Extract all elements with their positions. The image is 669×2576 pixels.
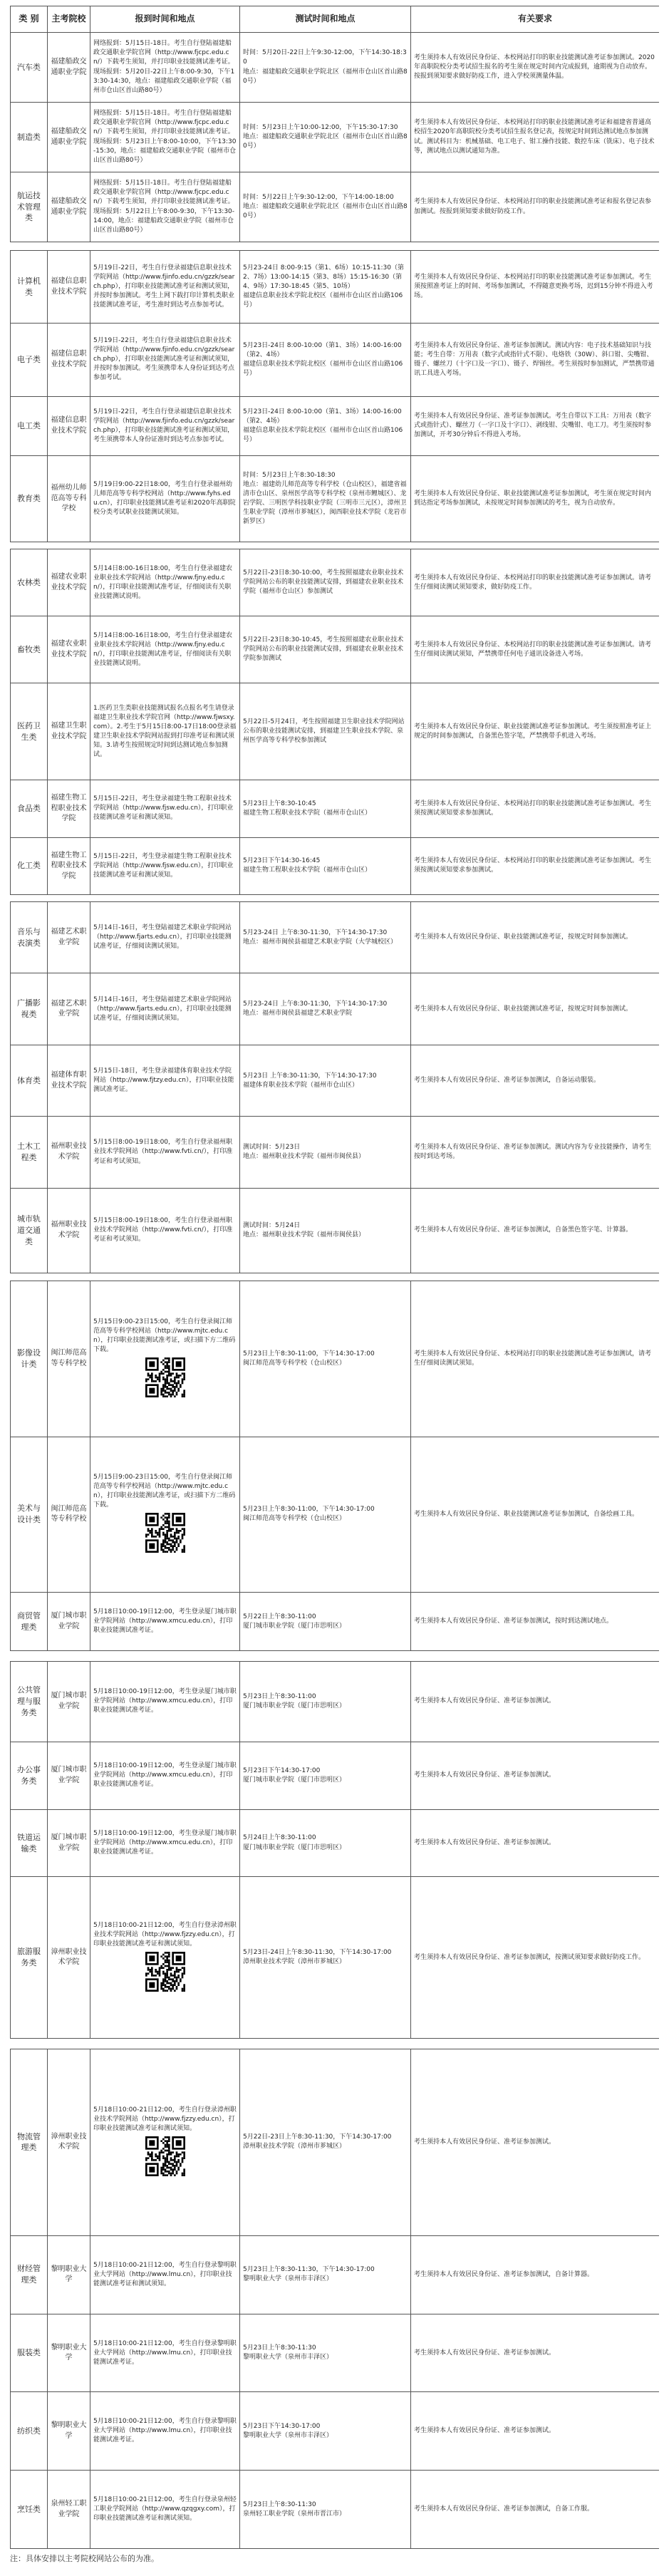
school-cell: 福建信息职业技术学院 xyxy=(48,396,90,456)
register-cell xyxy=(90,103,240,172)
table-row xyxy=(11,1742,660,1809)
school-cell: 福建艺术职业学院 xyxy=(48,973,90,1045)
category-cell: 电子类 xyxy=(11,324,48,396)
category-cell: 汽车类 xyxy=(11,33,48,103)
exam-cell: 时间：5月23日上午10:00-12:00，下午15:30-17:30 地点：福建船政交通职业学院北区（福州市仓山区首山路80号） xyxy=(240,103,411,172)
qr-code xyxy=(145,1952,185,1992)
register-cell xyxy=(90,324,240,396)
schedule-table-block xyxy=(10,250,659,542)
category-cell: 物流管理类 xyxy=(11,2049,48,2236)
category-cell: 航运技术管理类 xyxy=(11,172,48,242)
table-row xyxy=(11,1045,660,1116)
exam-cell: 5月22日-23日8:30-10:45，考生按照福建农业职业技术学院网站公布的职业技能测试安排，到福建农业职业技术学院参加测试 xyxy=(240,616,411,683)
table-row xyxy=(11,1117,660,1188)
register-text: 5月15日8:00-19日18:00，考生自行登录福州职业技术学院网站（http://www.fvti.cn/），打印准考证和考试须知。 xyxy=(93,1217,233,1243)
schedule-table xyxy=(10,2049,659,2549)
register-cell xyxy=(90,837,240,894)
school-cell: 福建体育职业技术学院 xyxy=(48,1045,90,1116)
category-cell: 商贸管理类 xyxy=(11,1593,48,1651)
school-cell: 福建农业职业技术学院 xyxy=(48,549,90,616)
table-row xyxy=(11,902,660,973)
requirements-cell: 考生须持本人有效居民身份证、本校网站打印的职业技能测试准考证和报名登记表参加测试。按报到须知要求做好防疫工作。 xyxy=(411,172,660,242)
register-text: 5月18日10:00-21日12:00，考生自行登录黎明职业大学网站（http://www.lmu.cn），打印职业技能测试准考证。 xyxy=(93,2418,237,2444)
register-cell xyxy=(90,1742,240,1809)
requirements-cell: 考生须持本人有效居民身份证、本校网站打印的职业技能测试准考证参加测试。请考生仔细阅读测试须知要求，做好防疫工作。 xyxy=(411,549,660,616)
register-text: 5月18日10:00-21日12:00，考生自行登录黎明职业大学网站（http://www.lmu.cn），打印职业技能测试准考证。 xyxy=(93,2339,237,2366)
exam-cell: 5月23日上午8:30-11:30 泉州轻工职业学院（泉州市晋江市） xyxy=(240,2471,411,2549)
table-row xyxy=(11,1437,660,1593)
requirements-cell: 考生须持本人有效居民身份证、职业技能测试准考证参加测试，考生须在规定时间内到达指定考场参加测试，未按规定时间参加测试的考生，视为自动放弃。 xyxy=(411,456,660,542)
register-cell xyxy=(90,456,240,542)
requirements-cell: 考生须持本人有效居民身份证、准考证参加测试。 xyxy=(411,2049,660,2236)
school-cell: 福建船政交通职业学院 xyxy=(48,172,90,242)
register-text: 5月19日-22日，考生自行登录福建信息职业技术学院网站（http://www.fjinfo.edu.cn/gzzk/search.php），打印职业技能测试准考证和测试须知，并按时参加测试。考生须携带本人身份证到达考点参加考试。 xyxy=(93,337,235,382)
category-cell: 公共管理与服务类 xyxy=(11,1662,48,1742)
requirements-cell: 考生须持本人有效居民身份证、准考证参加测试。测试内容为专业技能操作，请考生按时到达考场。 xyxy=(411,1117,660,1188)
schedule-table xyxy=(10,1281,659,1651)
category-cell: 美术与设计类 xyxy=(11,1437,48,1593)
requirements-cell: 考生须持本人有效居民身份证、准考证参加测试，自备黑色签字笔、计算器。 xyxy=(411,1188,660,1273)
register-cell xyxy=(90,1809,240,1877)
qr-code-icon xyxy=(145,2136,185,2176)
exam-cell: 5月22日-5月24日，考生按照福建卫生职业技术学院网站公布的职业技能测试安排，到福建卫生职业技术学院、泉州医学高等专科学校参加测试 xyxy=(240,683,411,780)
requirements-cell: 考生须持本人有效居民身份证、准考证参加测试，自备计算器。 xyxy=(411,2235,660,2314)
register-text: 网络报到：5月15日-18日。考生自行登陆福建船政交通职业学院官网（http://www.fjcpc.edu.cn/）下载考生须知，并打印职业技能测试准考证。现场报到：5月22日上午8:00-9:30，下午13:30-14:00，地点：福建船政交通职业学院（福州市仓山区首山路80号） xyxy=(93,180,235,234)
register-text: 网络报到：5月15日-18日。考生自行登陆福建船政交通职业学院官网（http://www.fjcpc.edu.cn/）下载考生须知，并打印职业技能测试准考证。现场报到：5月23日上午8:00-10:00，下午13:30-15:30，地点：福建船政交通职业学院（福州市仓山区首山路80号） xyxy=(93,110,237,164)
qr-code xyxy=(145,2136,185,2176)
school-cell: 福建农业职业技术学院 xyxy=(48,616,90,683)
register-cell xyxy=(90,1437,240,1593)
exam-cell: 测试时间：5月24日 地点：福州职业技术学院（福州市闽侯县） xyxy=(240,1188,411,1273)
table-row xyxy=(11,2392,660,2471)
exam-cell: 5月23日-24日 8:00-10:00（第1、3场）14:00-16:00（第2、4场） 福建信息职业技术学院北校区（福州市仓山区首山路106号） xyxy=(240,324,411,396)
register-text: 5月14日-16日，考生登陆福建艺术职业学院网站（http://www.fjarts.edu.cn），打印职业技能测试准考证，仔细阅读测试须知。 xyxy=(93,995,232,1022)
qr-code-icon xyxy=(145,1513,185,1553)
school-cell: 漳州职业技术学院 xyxy=(48,2049,90,2236)
exam-cell: 5月23日-24日 8:00-10:00（第1、3场）14:00-16:00（第2、4场） 福建信息职业技术学院北校区（福州市仓山区首山路106号） xyxy=(240,396,411,456)
table-row xyxy=(11,172,660,242)
register-text: 5月18日10:00-21日12:00，考生自行登录漳州职业技术学院网站（http://www.fjzzy.edu.cn），打印职业技能测试准考证和测试须知。 xyxy=(93,2106,237,2133)
exam-cell: 5月22日-23日8:30-10:00，考生按照福建农业职业技术学院网站公布的职业技能测试安排，到福建农业职业技术学院（福州市仓山区）参加测试 xyxy=(240,549,411,616)
school-cell: 厦门城市职业学院 xyxy=(48,1662,90,1742)
schedule-table-block xyxy=(10,901,659,1273)
table-row xyxy=(11,973,660,1045)
category-cell: 制造类 xyxy=(11,103,48,172)
register-text: 5月18日10:00-19日12:00，考生登录厦门城市职业学院网站（http://www.xmcu.edu.cn），打印职业技能测试准考证。 xyxy=(93,1688,237,1714)
requirements-cell: 考生须持本人有效居民身份证、职业技能测试准考证参加测试。考生须按照准考证上规定的时间参加测试，自备黑色签字笔，严禁携带手机进入考场。 xyxy=(411,683,660,780)
register-cell xyxy=(90,902,240,973)
requirements-cell: 考生须持本人有效居民身份证、本校网站打印的职业技能测试准考证参加测试。2020年高职院校分类考试招生报名的考生须在规定时间内完成报到，逾期视为自动放弃。按报到须知要求做好防疫工作，进入学校须测量体温。 xyxy=(411,33,660,103)
register-text: 5月15日9:00-23日15:00，考生自行登录闽江师范高等专科学校网站（http://www.mjtc.edu.cn），打印职业技能测试准考证，或扫描下方二维码下载。 xyxy=(93,1318,236,1353)
table-row xyxy=(11,549,660,616)
table-row xyxy=(11,837,660,894)
school-cell: 福州幼儿师范高等专科学校 xyxy=(48,456,90,542)
register-text: 5月14日8:00-16日18:00，考生自行登录福建农业职业技术学院网站（http://www.fjny.edu.cn/），打印职业技能测试准考证，仔细阅读有关职业技能测试说明。 xyxy=(93,564,233,600)
schedule-table-block xyxy=(10,549,659,895)
requirements-cell: 考生须持本人有效居民身份证、准考证参加测试。 xyxy=(411,1662,660,1742)
category-cell: 教育类 xyxy=(11,456,48,542)
schedule-table xyxy=(10,901,659,1273)
table-row xyxy=(11,251,660,324)
exam-cell: 测试时间：5月23日 地点：福州职业技术学院（福州市闽侯县） xyxy=(240,1117,411,1188)
exam-cell: 5月23日上午8:30-10:45 福建生物工程职业技术学院（福州市仓山区） xyxy=(240,780,411,837)
register-cell xyxy=(90,683,240,780)
requirements-cell: 考生须持本人有效居民身份证、本校网站打印的职业技能测试准考证和福建省普通高校招生2020年高职院校分类考试招生报名登记表，按规定时间到达测试地点参加测试。测试科目为：机械基础、电工电子、钳工操作技能、数控车床（铣床）、电子技术等，测试地点以测试通知为准。 xyxy=(411,103,660,172)
register-text: 5月15日-18日，考生登录福建体育职业技术学院网站（http://www.fjtzy.edu.cn），打印职业技能测试准考证。 xyxy=(93,1067,234,1094)
school-cell: 福建卫生职业技术学院 xyxy=(48,683,90,780)
qr-code-icon xyxy=(145,1952,185,1992)
school-cell: 福州职业技术学院 xyxy=(48,1117,90,1188)
register-text: 5月15日-22日，考生登录福建生物工程职业技术学院网站（http://www.fjsw.edu.cn），打印职业技能测试准考证和测试须知。 xyxy=(93,852,234,879)
qr-code-icon xyxy=(145,1357,185,1397)
school-cell: 黎明职业大学 xyxy=(48,2314,90,2392)
register-cell xyxy=(90,1117,240,1188)
requirements-cell: 考生须持本人有效居民身份证、准考证参加测试。测试内容：电子技术基础知识与技能；考生自带：万用表（数字式或指针式不限）、电烙铁（30W）、斜口钳、尖嘴钳、镊子、螺丝刀（十字口及一字口）、镊子、焊锡丝。考生须按时参加测试，严禁携带通讯工具进入考场。 xyxy=(411,324,660,396)
schedule-table xyxy=(10,1661,659,2039)
school-cell: 福建船政交通职业学院 xyxy=(48,33,90,103)
requirements-cell: 考生须持本人有效居民身份证、准考证参加测试。 xyxy=(411,1809,660,1877)
register-cell xyxy=(90,973,240,1045)
table-row xyxy=(11,1877,660,2039)
requirements-cell: 考生须持本人有效居民身份证、职业技能测试准考证参加测试，自备绘画工具。 xyxy=(411,1437,660,1593)
register-text: 5月19日-22日，考生自行登录福建信息职业技术学院网站（http://www.fjinfo.edu.cn/gzzk/search.php），打印职业技能测试准考证和测试须知，并按时参加测试。考生上网下载打印计算机类职业技能测试准考证，考生准时到达考点参加考试。 xyxy=(93,264,235,309)
school-cell: 福建船政交通职业学院 xyxy=(48,103,90,172)
school-cell: 福建生物工程职业技术学院 xyxy=(48,780,90,837)
exam-cell: 5月22日上午8:30-11:00 厦门城市职业学院（厦门市思明区） xyxy=(240,1593,411,1651)
exam-cell: 5月23日上午8:30-11:00 厦门城市职业学院（厦门市思明区） xyxy=(240,1662,411,1742)
category-cell: 服装类 xyxy=(11,2314,48,2392)
register-text: 网络报到：5月15日-18日。考生自行登陆福建船政交通职业学院官网（http://www.fjcpc.edu.cn/）下载考生须知，并打印职业技能测试准考证。现场报到：5月20日-22日上午8:00-9:30，下午13:30-14:30，地点：福建船政交通职业学院（福州市仓山区首山路80号） xyxy=(93,40,235,94)
register-text: 5月18日10:00-19日12:00，考生登录厦门城市职业学院网站（http://www.xmcu.edu.cn），打印职业技能测试准考证。 xyxy=(93,1829,237,1856)
register-cell xyxy=(90,1188,240,1273)
register-text: 5月18日10:00-21日12:00，考生自行登录泉州轻工职业学院网站（http://www.qzqgxy.com），打印职业技能测试准考证和测试须知。 xyxy=(93,2496,237,2523)
table-row xyxy=(11,456,660,542)
header-exam: 测试时间和地点 xyxy=(240,6,411,33)
register-text: 5月14日8:00-16日18:00，考生自行登录福建农业职业技术学院网站（http://www.fjny.edu.cn/），打印职业技能测试准考证，仔细阅读有关职业技能测试说明。 xyxy=(93,631,233,667)
schedule-table xyxy=(10,6,659,242)
register-cell xyxy=(90,2314,240,2392)
register-text: 5月15日9:00-23日15:00，考生自行登录闽江师范高等专科学校网站（http://www.mjtc.edu.cn），打印职业技能测试准考证，或扫描下方二维码下载。 xyxy=(93,1474,236,1509)
category-cell: 烹饪类 xyxy=(11,2471,48,2549)
register-cell xyxy=(90,251,240,324)
category-cell: 音乐与表演类 xyxy=(11,902,48,973)
table-row xyxy=(11,1593,660,1651)
register-cell xyxy=(90,1045,240,1116)
register-text: 1.医药卫生类职业技能测试报名点报名考生请登录福建卫生职业技术学院官网（http://www.fjwsxy.com）。2.考生于5月15日8:00-17日18:00登录福建卫生职业技术学院网站报到打印准考证和测试须知。3.请考生按照规定时间到达测试地点参加测试。 xyxy=(93,704,237,758)
requirements-cell: 考生须持本人有效居民身份证、本校网站打印的职业技能测试准考证参加测试。考生须按测试须知要求参加测试。 xyxy=(411,837,660,894)
category-cell: 城市轨道交通类 xyxy=(11,1188,48,1273)
requirements-cell: 考生须持本人有效居民身份证、准考证参加测试，自备工作服。 xyxy=(411,2471,660,2549)
requirements-cell: 考生须持本人有效居民身份证、本校网站打印的职业技能测试准考证参加测试。考生须按测试须知要求参加测试。 xyxy=(411,780,660,837)
register-text: 5月19日9:00-22日18:00，考生自行登录福州幼儿师范高等专科学校网站（http://www.fyhs.edu.cn），打印职业技能测试准考证和2020年高职院校分类考试职业技能测试须知。 xyxy=(93,481,236,517)
requirements-cell: 考生须持本人有效居民身份证、本校网站打印的职业技能测试准考证参加测试，请考生仔细阅读测试须知。 xyxy=(411,1281,660,1437)
table-row xyxy=(11,2235,660,2314)
school-cell: 福州职业技术学院 xyxy=(48,1188,90,1273)
category-cell: 土木工程类 xyxy=(11,1117,48,1188)
register-cell xyxy=(90,1281,240,1437)
table-row xyxy=(11,1281,660,1437)
table-row xyxy=(11,1809,660,1877)
qr-code xyxy=(145,1357,185,1397)
requirements-cell: 考生须持本人有效居民身份证、职业技能测试准考证，按规定时间参加测试。 xyxy=(411,973,660,1045)
exam-cell: 时间：5月23日上午8:30-18:30 地点：福建幼儿师范高等专科学校（仓山校区），福建省福清市仓山区、泉州医学高等专科学校（泉州市鲤城区）、龙岩学院、三明医学科技职业学院（三明市三元区），漳州卫生职业学院（漳州市芗城区），闽西职业技术学院（龙岩市新罗区） xyxy=(240,456,411,542)
register-cell xyxy=(90,2471,240,2549)
category-cell: 化工类 xyxy=(11,837,48,894)
table-row xyxy=(11,2314,660,2392)
exam-cell: 5月22日-23日上午8:30-11:30，下午14:30-17:00 漳州职业技术学院（漳州市芗城区） xyxy=(240,2049,411,2236)
requirements-cell: 考生须持本人有效居民身份证、准考证参加测试，按时到达测试地点。 xyxy=(411,1593,660,1651)
category-cell: 电工类 xyxy=(11,396,48,456)
register-cell xyxy=(90,1593,240,1651)
header-category: 类 别 xyxy=(11,6,48,33)
register-text: 5月15日8:00-19日18:00，考生自行登录福州职业技术学院网站（http://www.fvti.cn/），打印准考证和考试须知。 xyxy=(93,1139,233,1165)
table-header-row xyxy=(11,6,660,33)
register-cell xyxy=(90,616,240,683)
school-cell: 厦门城市职业学院 xyxy=(48,1809,90,1877)
category-cell: 铁道运输类 xyxy=(11,1809,48,1877)
schedule-table-block xyxy=(10,6,659,242)
school-cell: 黎明职业大学 xyxy=(48,2392,90,2471)
requirements-cell: 考生须持本人有效居民身份证、准考证参加测试。 xyxy=(411,2314,660,2392)
requirements-cell: 考生须持本人有效居民身份证、准考证参加测试。考生自带以下工具：万用表（数字式或指针式）、螺丝刀（一字口及十字口）、剥线钳、尖嘴钳、电工刀。考生须按时参加测试，开考30分钟后不得进入考场。 xyxy=(411,396,660,456)
register-cell xyxy=(90,780,240,837)
exam-cell: 5月23日上午8:30-11:30，下午14:30-17:00 黎明职业大学（泉州市丰泽区） xyxy=(240,2235,411,2314)
table-row xyxy=(11,616,660,683)
exam-cell: 5月24日上午8:30-11:00 厦门城市职业学院（厦门市思明区） xyxy=(240,1809,411,1877)
schedule-table-block xyxy=(10,1281,659,1651)
exam-cell: 5月23日上午8:30-11:30 黎明职业大学（泉州市丰泽区） xyxy=(240,2314,411,2392)
register-cell xyxy=(90,1662,240,1742)
requirements-cell: 考生须持本人有效居民身份证、准考证参加测试，按测试须知要求做好防疫工作。 xyxy=(411,1877,660,2039)
exam-cell: 5月23日下午14:30-17:00 黎明职业大学（泉州市丰泽区） xyxy=(240,2392,411,2471)
exam-cell: 5月23日-24日上午8:30-11:30，下午14:30-17:00 漳州职业技术学院（漳州市芗城区） xyxy=(240,1877,411,2039)
category-cell: 纺织类 xyxy=(11,2392,48,2471)
exam-cell: 时间：5月22日上午9:30-12:00，下午14:00-18:00 地点：福建船政交通职业学院北区（福州市仓山区首山路80号） xyxy=(240,172,411,242)
category-cell: 医药卫生类 xyxy=(11,683,48,780)
exam-cell: 5月23日上午8:30-11:00，下午14:30-17:00 闽江师范高等专科学校（仓山校区） xyxy=(240,1281,411,1437)
requirements-cell: 考生须持本人有效居民身份证、本校网站打印的职业技能测试准考证参加测试。考生须按照准考证上的时间、考场参加测试，不得随意更换考场，迟到15分钟不得进入考场。 xyxy=(411,251,660,324)
school-cell: 黎明职业大学 xyxy=(48,2235,90,2314)
requirements-cell: 考生须持本人有效居民身份证、本校网站打印的职业技能测试准考证参加测试。请考生仔细阅读测试须知，严禁携带任何电子通讯设备进入考场。 xyxy=(411,616,660,683)
table-row xyxy=(11,683,660,780)
register-cell xyxy=(90,1877,240,2039)
exam-cell: 5月23日下午14:30-16:45 福建生物工程职业技术学院（福州市仓山区） xyxy=(240,837,411,894)
table-row xyxy=(11,324,660,396)
requirements-cell: 考生须持本人有效居民身份证、准考证参加测试。 xyxy=(411,1742,660,1809)
table-row xyxy=(11,396,660,456)
schedule-table xyxy=(10,250,659,542)
exam-cell: 5月23日下午14:30-17:00 厦门城市职业学院（厦门市思明区） xyxy=(240,1742,411,1809)
school-cell: 厦门城市职业学院 xyxy=(48,1742,90,1809)
school-cell: 厦门城市职业学院 xyxy=(48,1593,90,1651)
exam-cell: 5月23日 上午8:30-11:30，下午14:30-17:30 福建体育职业技术学院（福州市仓山区） xyxy=(240,1045,411,1116)
header-register: 报到时间和地点 xyxy=(90,6,240,33)
register-text: 5月18日10:00-19日12:00，考生登录厦门城市职业学院网站（http://www.xmcu.edu.cn），打印职业技能测试准考证。 xyxy=(93,1608,237,1635)
register-text: 5月18日10:00-19日12:00，考生登录厦门城市职业学院网站（http://www.xmcu.edu.cn），打印职业技能测试准考证。 xyxy=(93,1762,237,1789)
table-row xyxy=(11,780,660,837)
schedule-table-block xyxy=(10,2049,659,2549)
footnote: 注：具体安排以主考院校网站公布的为准。 xyxy=(10,2554,159,2563)
category-cell: 广播影视类 xyxy=(11,973,48,1045)
schedule-table xyxy=(10,549,659,895)
register-cell xyxy=(90,2392,240,2471)
exam-cell: 5月23-24日 上午8:30-11:30，下午14:30-17:30 地点：福州市闽侯县福建艺术职业学院（大学城校区） xyxy=(240,902,411,973)
school-cell: 福建信息职业技术学院 xyxy=(48,251,90,324)
category-cell: 农林类 xyxy=(11,549,48,616)
school-cell: 福建生物工程职业技术学院 xyxy=(48,837,90,894)
category-cell: 畜牧类 xyxy=(11,616,48,683)
school-cell: 漳州职业技术学院 xyxy=(48,1877,90,2039)
register-cell xyxy=(90,172,240,242)
category-cell: 办公事务类 xyxy=(11,1742,48,1809)
register-cell xyxy=(90,396,240,456)
table-row xyxy=(11,1662,660,1742)
table-row xyxy=(11,103,660,172)
register-text: 5月18日10:00-21日12:00，考生自行登录黎明职业大学网站（http://www.lmu.cn），打印职业技能测试准考证和测试须知。 xyxy=(93,2261,237,2287)
category-cell: 财经管理类 xyxy=(11,2235,48,2314)
school-cell: 闽江师范高等专科学校 xyxy=(48,1437,90,1593)
category-cell: 食品类 xyxy=(11,780,48,837)
category-cell: 体育类 xyxy=(11,1045,48,1116)
school-cell: 闽江师范高等专科学校 xyxy=(48,1281,90,1437)
category-cell: 影像设计类 xyxy=(11,1281,48,1437)
requirements-cell: 考生须持本人有效居民身份证、准考证参加测试。 xyxy=(411,2392,660,2471)
register-text: 5月18日10:00-21日12:00，考生自行登录漳州职业技术学院网站（http://www.fjzzy.edu.cn），打印职业技能测试准考证和测试须知。 xyxy=(93,1921,237,1947)
register-cell xyxy=(90,2235,240,2314)
register-cell xyxy=(90,549,240,616)
table-row xyxy=(11,33,660,103)
register-cell xyxy=(90,2049,240,2236)
header-requirements: 有关要求 xyxy=(411,6,660,33)
header-school: 主考院校 xyxy=(48,6,90,33)
exam-cell: 5月23-24日 8:00-9:15（第1、6场）10:15-11:30（第2、7场）13:00-14:15（第3、8场）15:15-16:30（第4、9场）17:30-18:45（第5、10场） 福建信息职业技术学院北校区（福州市仓山区首山路106号） xyxy=(240,251,411,324)
register-text: 5月14日-16日，考生登陆福建艺术职业学院网站（http://www.fjarts.edu.cn），打印职业技能测试准考证，仔细阅读测试须知。 xyxy=(93,924,232,951)
exam-cell: 时间：5月20日-22日上午9:30-12:00，下午14:30-18:30 地点：福建船政交通职业学院北区（福州市仓山区首山路80号） xyxy=(240,33,411,103)
category-cell: 计算机类 xyxy=(11,251,48,324)
table-row xyxy=(11,2049,660,2236)
register-cell xyxy=(90,33,240,103)
category-cell: 旅游服务类 xyxy=(11,1877,48,2039)
requirements-cell: 考生须持本人有效居民身份证、准考证参加测试，自备运动服装。 xyxy=(411,1045,660,1116)
exam-cell: 5月23日上午8:30-11:00，下午14:30-17:00 闽江师范高等专科学校（仓山校区） xyxy=(240,1437,411,1593)
school-cell: 福建艺术职业学院 xyxy=(48,902,90,973)
exam-cell: 5月23-24日 上午8:30-11:30，下午14:30-17:30 地点：福州市闽侯县福建艺术职业学院 xyxy=(240,973,411,1045)
school-cell: 福建信息职业技术学院 xyxy=(48,324,90,396)
register-text: 5月19日-22日，考生自行登录福建信息职业技术学院网站（http://www.fjinfo.edu.cn/gzzk/search.php），打印职业技能测试准考证和测试须知，考生须携带本人身份证准时到达考点参加考试。 xyxy=(93,408,235,443)
school-cell: 泉州轻工职业学院 xyxy=(48,2471,90,2549)
requirements-cell: 考生须持本人有效居民身份证、职业技能测试准考证，按规定时间参加测试。 xyxy=(411,902,660,973)
table-row xyxy=(11,1188,660,1273)
register-text: 5月15日-22日，考生登录福建生物工程职业技术学院网站（http://www.fjsw.edu.cn），打印职业技能测试准考证和测试须知。 xyxy=(93,795,234,822)
schedule-table-block xyxy=(10,1661,659,2039)
qr-code xyxy=(145,1513,185,1553)
table-row xyxy=(11,2471,660,2549)
